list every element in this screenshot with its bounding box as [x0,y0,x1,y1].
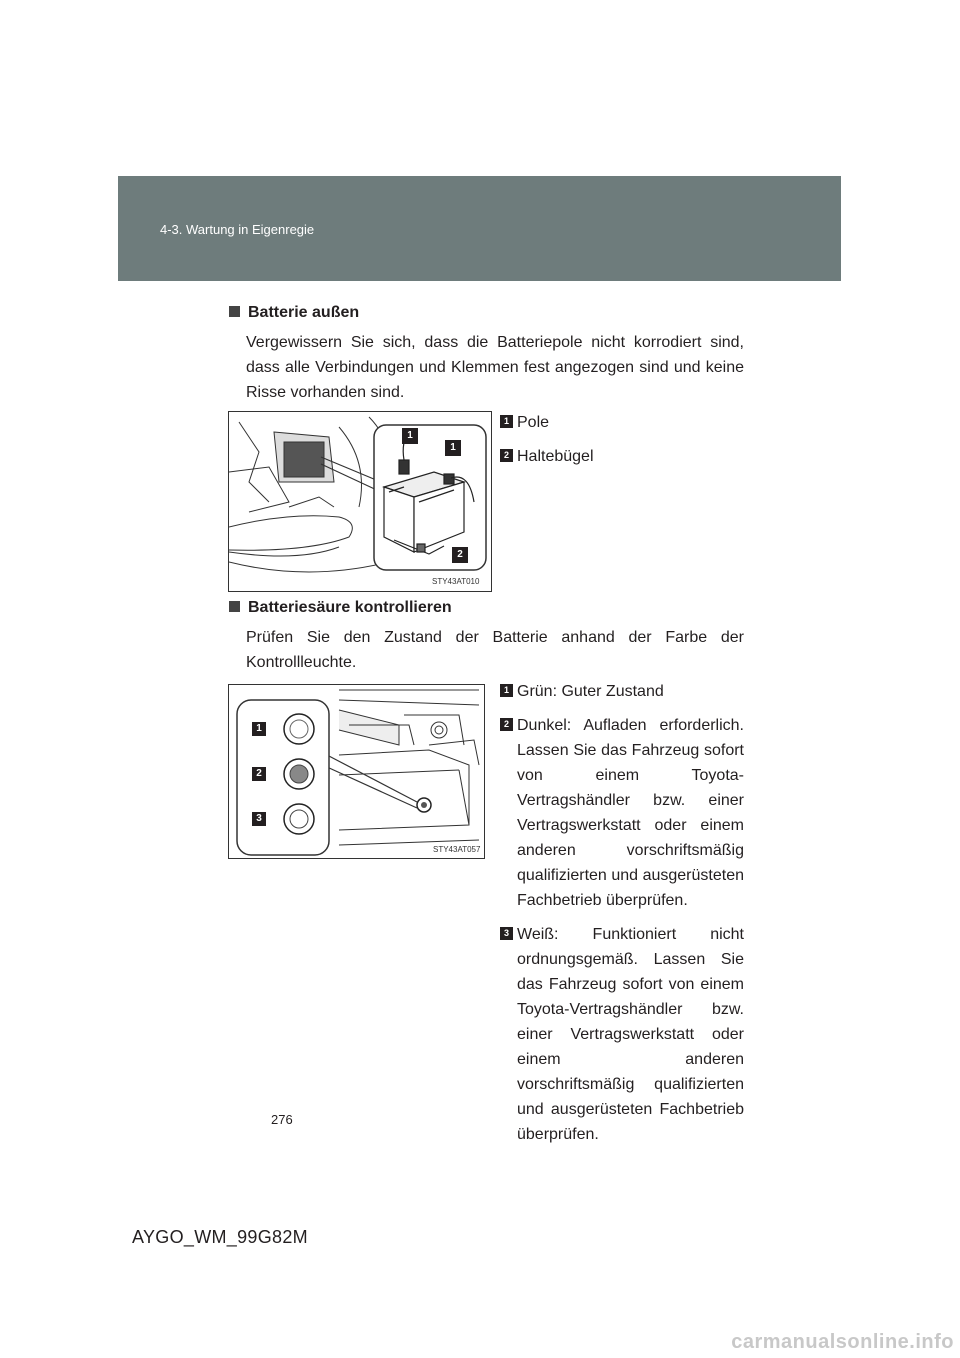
legend-item: 2 Dunkel: Aufladen erforderlich. Lassen Sie das Fahrzeug sofort von einem Toyota-Vertragshändler bzw. einer Vertragswerkstatt oder einem anderen vorschriftsmäßig qualifizierten und ausgerüsteten Fachbetrieb überprüfen. [500,713,744,913]
legend-item: 3 Weiß: Funktioniert nicht ordnungsgemäß. Lassen Sie das Fahrzeug sofort von einem Toyota-Vertragshändler bzw. einer Vertragswerkstatt oder einem anderen vorschriftsmäßig qualifizierten und ausgerüsteten Fachbetrieb überprüfen. [500,922,744,1147]
legend-number: 2 [500,718,513,731]
section-title-battery-acid: Batteriesäure kontrollieren [229,599,452,617]
section-text-battery-acid: Prüfen Sie den Zustand der Batterie anhand der Farbe der Kontrollleuchte. [246,629,744,671]
callout-1-a: 1 [402,428,418,444]
callout-1: 1 [252,722,266,736]
legend-number: 1 [500,684,513,697]
bullet-square-icon [229,306,240,317]
footer-model-code: AYGO_WM_99G82M [132,1227,308,1247]
legend-battery-indicator [500,679,744,1156]
section-title-battery-exterior: Batterie außen [229,304,359,322]
legend-item: 2 Haltebügel [500,444,744,469]
section-header-title: 4-3. Wartung in Eigenregie [160,222,315,237]
section-text-battery-exterior: Vergewissern Sie sich, dass die Batteriepole nicht korrodiert sind, dass alle Verbindungen und Klemmen fest angezogen sind und keine Risse vorhanden sind. [246,334,744,401]
page-number: 276 [271,1112,293,1127]
legend-item: 1 Grün: Guter Zustand [500,679,744,704]
callout-1-b: 1 [445,440,461,456]
legend-battery-exterior [500,410,744,478]
callout-2: 2 [452,547,468,563]
figure-code: STY43AT010 [432,577,480,586]
legend-number: 1 [500,415,513,428]
figure-battery-indicator [228,684,485,859]
legend-number: 3 [500,927,513,940]
callout-3: 3 [252,812,266,826]
battery-exterior-illustration [229,412,491,591]
watermark: carmanualsonline.info [731,1331,954,1353]
legend-item: 1 Pole [500,410,744,435]
battery-indicator-illustration [229,685,484,858]
figure-code: STY43AT057 [433,845,481,854]
header-bar [118,176,841,281]
callout-2: 2 [252,767,266,781]
figure-battery-exterior [228,411,492,592]
legend-number: 2 [500,449,513,462]
bullet-square-icon [229,601,240,612]
